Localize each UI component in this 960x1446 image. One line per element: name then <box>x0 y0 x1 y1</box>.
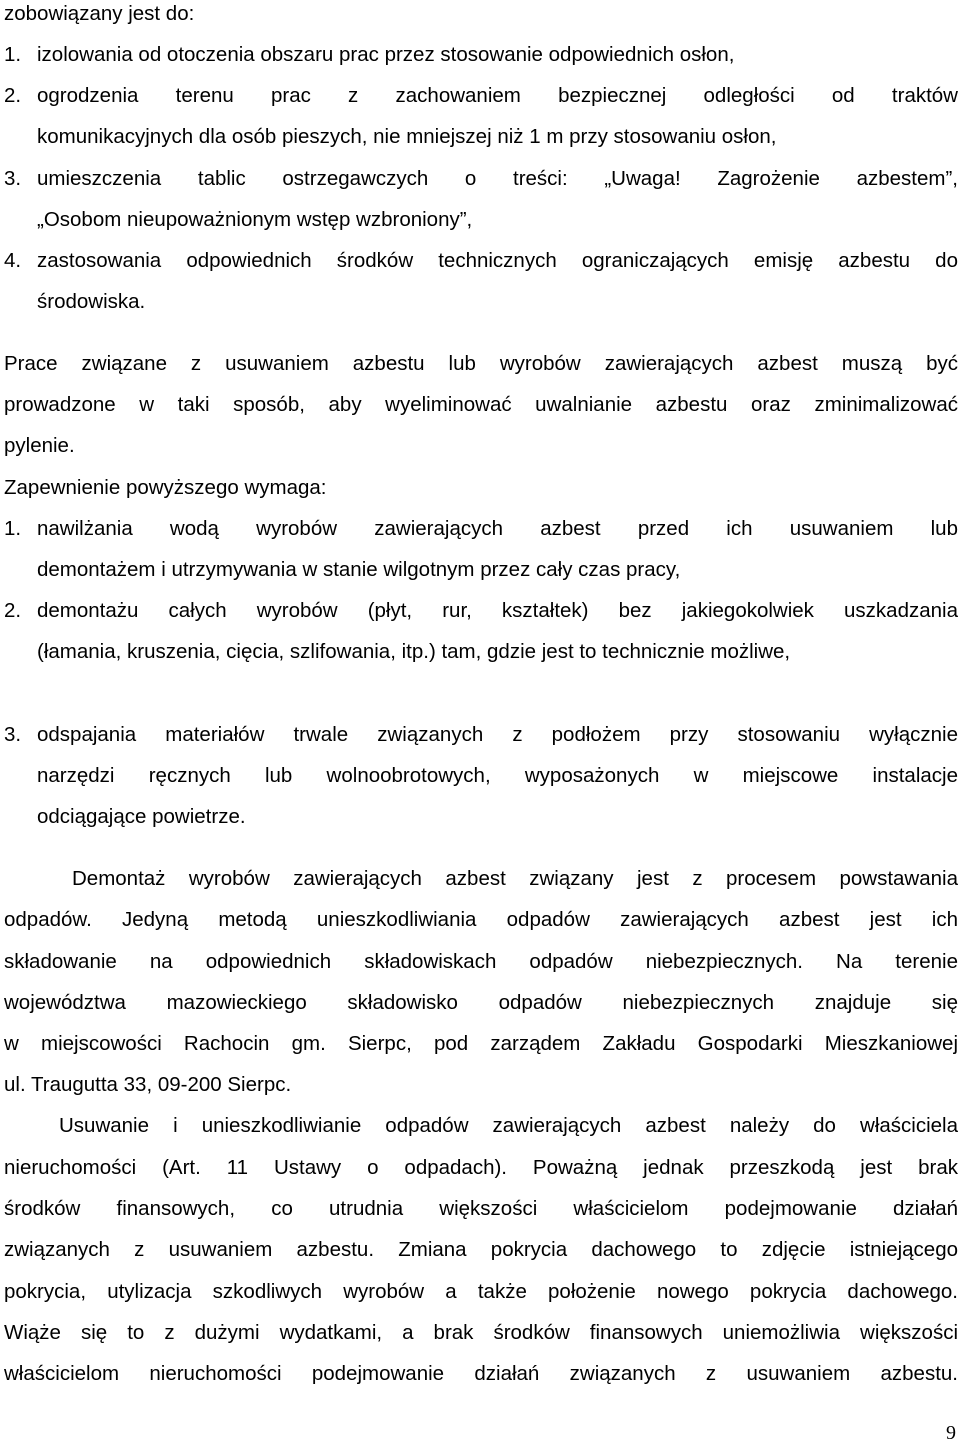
paragraph-line: Wiąże się to z dużymi wydatkami, a brak środków finansowych uniemożliwia większości <box>4 1321 958 1344</box>
paragraph-line: w miejscowości Rachocin gm. Sierpc, pod zarządem Zakładu Gospodarki Mieszkaniowej <box>4 1032 958 1055</box>
list-item-number: 1. <box>4 517 22 540</box>
list-item-continuation: narzędzi ręcznych lub wolnoobrotowych, wyposażonych w miejscowe instalacje <box>37 764 958 787</box>
list-item-text: izolowania od otoczenia obszaru prac przez stosowanie odpowiednich osłon, <box>37 43 735 66</box>
list-item-continuation: „Osobom nieupoważnionym wstęp wzbroniony”, <box>37 208 473 231</box>
list-item-number: 4. <box>4 249 22 272</box>
paragraph-line: związanych z usuwaniem azbestu. Zmiana pokrycia dachowego to zdjęcie istniejącego <box>4 1238 958 1261</box>
list-item-continuation: środowiska. <box>37 290 146 313</box>
paragraph-line: Demontaż wyrobów zawierających azbest związany jest z procesem powstawania <box>72 867 958 890</box>
list-item-number: 3. <box>4 167 22 190</box>
paragraph-line: pokrycia, utylizacja szkodliwych wyrobów a także położenie nowego pokrycia dachowego. <box>4 1280 958 1303</box>
paragraph-line: odpadów. Jedyną metodą unieszkodliwiania odpadów zawierających azbest jest ich <box>4 908 958 931</box>
paragraph-line: Prace związane z usuwaniem azbestu lub wyrobów zawierających azbest muszą być <box>4 352 958 375</box>
paragraph-line: pylenie. <box>4 434 75 457</box>
list-item-text: nawilżania wodą wyrobów zawierających azbest przed ich usuwaniem lub <box>37 517 958 540</box>
list-item-number: 3. <box>4 723 22 746</box>
list-item-continuation: komunikacyjnych dla osób pieszych, nie mniejszej niż 1 m przy stosowaniu osłon, <box>37 125 777 148</box>
requires-heading: Zapewnienie powyższego wymaga: <box>4 476 327 499</box>
paragraph-line: województwa mazowieckiego składowisko odpadów niebezpiecznych znajduje się <box>4 991 958 1014</box>
paragraph-line: Usuwanie i unieszkodliwianie odpadów zawierających azbest należy do właściciela <box>59 1114 958 1137</box>
paragraph-line: właścicielom nieruchomości podejmowanie działań związanych z usuwaniem azbestu. <box>4 1362 958 1385</box>
list-item-text: zastosowania odpowiednich środków technicznych ograniczających emisję azbestu do <box>37 249 958 272</box>
list-item-text: demontażu całych wyrobów (płyt, rur, kształtek) bez jakiegokolwiek uszkadzania <box>37 599 958 622</box>
paragraph-line: ul. Traugutta 33, 09-200 Sierpc. <box>4 1073 292 1096</box>
list-item-text: umieszczenia tablic ostrzegawczych o treści: „Uwaga! Zagrożenie azbestem”, <box>37 167 958 190</box>
list-item-text: ogrodzenia terenu prac z zachowaniem bezpiecznej odległości od traktów <box>37 84 958 107</box>
list-item-number: 2. <box>4 599 22 622</box>
page-number: 9 <box>946 1422 956 1444</box>
intro-text: zobowiązany jest do: <box>4 2 195 25</box>
list-item-number: 1. <box>4 43 22 66</box>
list-item-number: 2. <box>4 84 22 107</box>
list-item-continuation: odciągające powietrze. <box>37 805 246 828</box>
list-item-text: odspajania materiałów trwale związanych z podłożem przy stosowaniu wyłącznie <box>37 723 958 746</box>
list-item-continuation: demontażem i utrzymywania w stanie wilgotnym przez cały czas pracy, <box>37 558 681 581</box>
paragraph-line: prowadzone w taki sposób, aby wyeliminować uwalnianie azbestu oraz zminimalizować <box>4 393 958 416</box>
paragraph-line: składowanie na odpowiednich składowiskach odpadów niebezpiecznych. Na terenie <box>4 950 958 973</box>
paragraph-line: środków finansowych, co utrudnia większości właścicielom podejmowanie działań <box>4 1197 958 1220</box>
list-item-continuation: (łamania, kruszenia, cięcia, szlifowania, itp.) tam, gdzie jest to technicznie możliwe, <box>37 640 791 663</box>
paragraph-line: nieruchomości (Art. 11 Ustawy o odpadach). Poważną jednak przeszkodą jest brak <box>4 1156 958 1179</box>
